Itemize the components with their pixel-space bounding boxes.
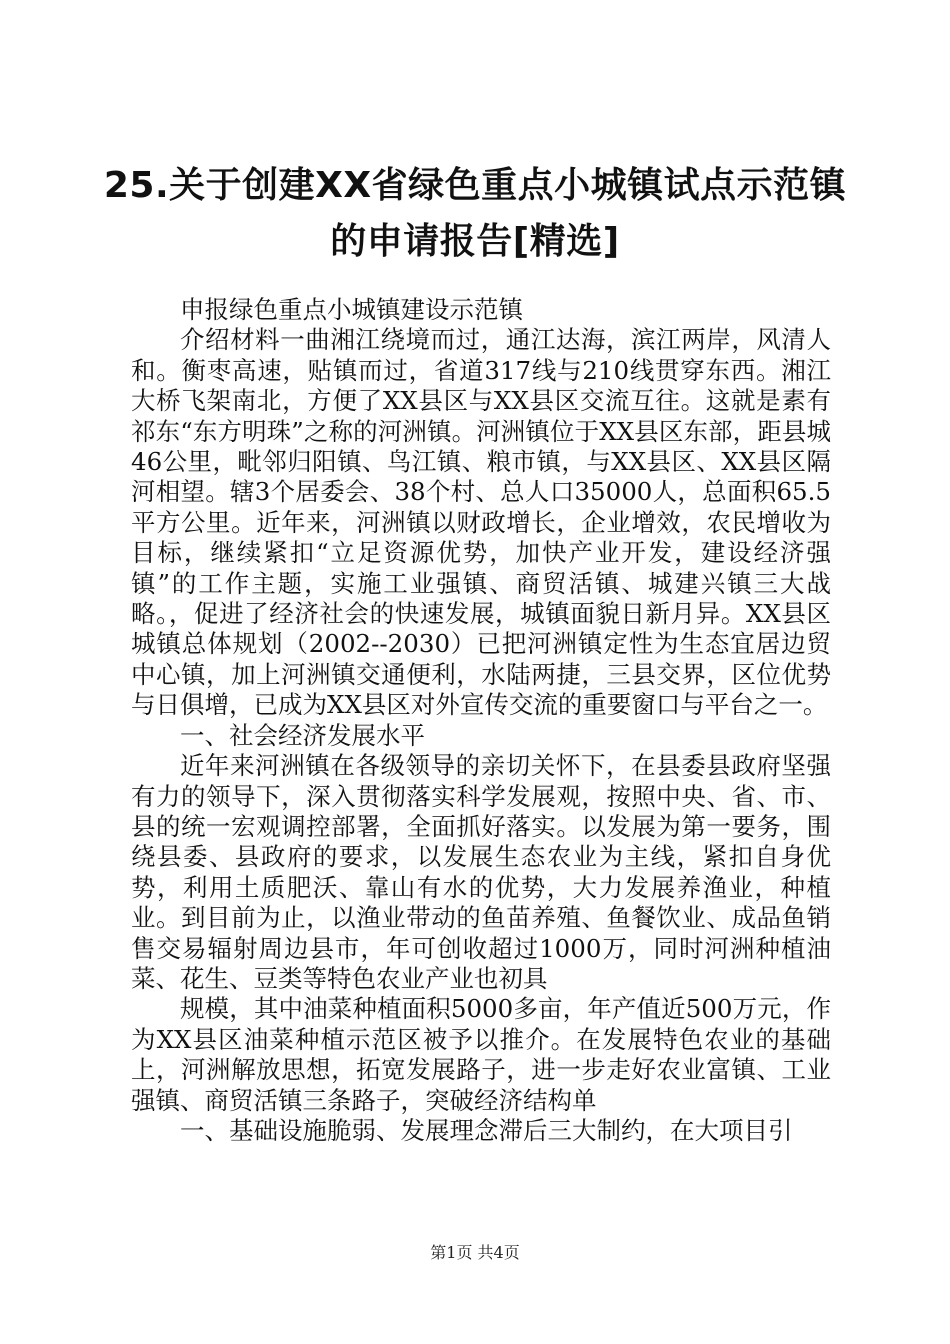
title-line-2: 的申请报告[精选] [330, 221, 620, 262]
page-number-footer: 第1页 共4页 [430, 1243, 520, 1262]
title-line-1: 25.关于创建XX省绿色重点小城镇试点示范镇 [103, 165, 847, 206]
document-title [100, 158, 850, 270]
paragraph: 规模，其中油菜种植面积5000多亩，年产值近500万元，作为XX县区油菜种植示范区被予以推介。在发展特色农业的基础上，河洲解放思想，拓宽发展路子，进一步走好农业富镇、工业强镇、商贸活镇三条路子，突破经济结构单 [131, 994, 831, 1115]
paragraph: 一、基础设施脆弱、发展理念滞后三大制约，在大项目引 [180, 1115, 793, 1145]
paragraph: 近年来河洲镇在各级领导的亲切关怀下，在县委县政府坚强有力的领导下，深入贯彻落实科学发展观，按照中央、省、市、县的统一宏观调控部署，全面抓好落实。以发展为第一要务，围绕县委、县政府的要求，以发展生态农业为主线，紧扣自身优势，利用土质肥沃、靠山有水的优势，大力发展养渔业，种植业。到目前为止，以渔业带动的鱼苗养殖、鱼餐饮业、成品鱼销售交易辐射周边县市，年可创收超过1000万，同时河洲种植油菜、花生、豆类等特色农业产业也初具 [131, 751, 831, 993]
paragraph: 介绍材料一曲湘江绕境而过，通江达海，滨江两岸，风清人和。衡枣高速，贴镇而过，省道317线与210线贯穿东西。湘江大桥飞架南北，方便了XX县区与XX县区交流互往。这就是素有祁东“东方明珠”之称的河洲镇。河洲镇位于XX县区东部，距县城46公里，毗邻归阳镇、鸟江镇、粮市镇，与XX县区、XX县区隔河相望。辖3个居委会、38个村、总人口35000人，总面积65.5平方公里。近年来，河洲镇以财政增长，企业增效，农民增收为目标，继续紧扣“立足资源优势，加快产业开发，建设经济强镇”的工作主题，实施工业强镇、商贸活镇、城建兴镇三大战略。，促进了经济社会的快速发展，城镇面貌日新月异。XX县区城镇总体规划（2002--2030）已把河洲镇定性为生态宜居边贸中心镇，加上河洲镇交通便利，水陆两捷，三县交界，区位优势与日俱增，已成为XX县区对外宣传交流的重要窗口与平台之一。 [131, 325, 831, 720]
paragraph: 申报绿色重点小城镇建设示范镇 [180, 295, 523, 324]
document-body [131, 295, 831, 1146]
section-heading: 一、社会经济发展水平 [180, 720, 425, 750]
